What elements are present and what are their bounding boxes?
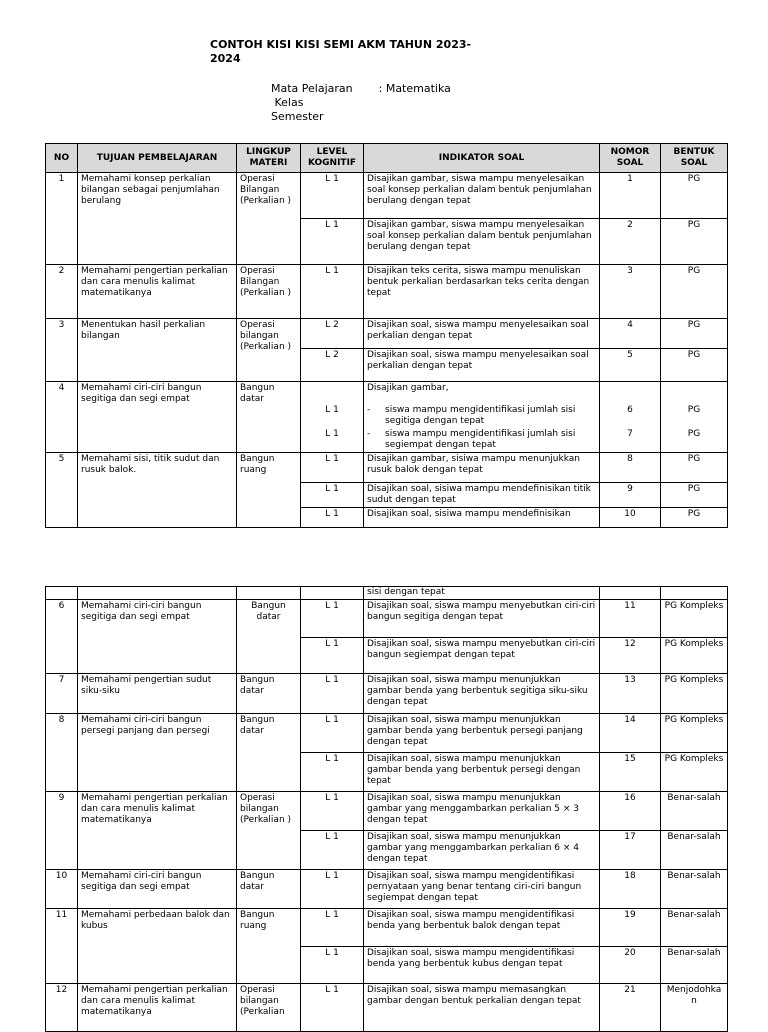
nomor-item: 7	[627, 429, 633, 439]
cell-indikator: Disajikan soal, siswa mampu menyelesaikan soal perkalian dengan tepat	[364, 319, 600, 349]
cell-level: L 1	[301, 947, 364, 984]
cell-nomor: 16	[600, 792, 661, 831]
cell-nomor: 1	[600, 173, 661, 219]
cell-bentuk: Benar-salah	[661, 870, 728, 909]
document-title: CONTOH KISI KISI SEMI AKM TAHUN 2023-2024	[210, 38, 472, 65]
cell-bentuk: PG	[661, 349, 728, 382]
cell-lingkup: Operasi bilangan (Perkalian	[237, 984, 301, 1032]
cell-level: L 1	[301, 831, 364, 870]
cell-lingkup: Operasi bilangan (Perkalian )	[237, 792, 301, 870]
bentuk-item: PG	[687, 429, 701, 439]
cell-bentuk: PG	[661, 173, 728, 219]
level-item: L 1	[325, 405, 339, 415]
meta-row-class	[271, 96, 451, 110]
cell-nomor: 19	[600, 909, 661, 947]
meta-label-semester: Semester	[271, 110, 324, 123]
cell-tujuan: Memahami perbedaan balok dan kubus	[78, 909, 237, 984]
table-header-row	[46, 144, 728, 173]
subject-meta	[271, 82, 451, 124]
cell-nomor: 8	[600, 453, 661, 483]
cell-level: L 1	[301, 792, 364, 831]
cell-nomor: 5	[600, 349, 661, 382]
cell-indikator: Disajikan soal, siswa mampu menyelesaikan soal perkalian dengan tepat	[364, 349, 600, 382]
cell-bentuk: PG Kompleks	[661, 600, 728, 638]
cell-tujuan: Memahami sisi, titik sudut dan rusuk balok.	[78, 453, 237, 528]
cell-no: 11	[46, 909, 78, 984]
header-tujuan: TUJUAN PEMBELAJARAN	[78, 144, 237, 173]
cell-level: L 1	[301, 219, 364, 265]
cell-bentuk: PG Kompleks	[661, 714, 728, 753]
cell-bentuk	[661, 382, 728, 453]
cell-nomor: 3	[600, 265, 661, 319]
cell-indikator: Disajikan soal, siswa mampu menunjukkan gambar benda yang berbentuk persegi dengan tepat	[364, 753, 600, 792]
cell-indikator: Disajikan soal, siswa mampu menyebutkan ciri-ciri bangun segiempat dengan tepat	[364, 638, 600, 674]
cell-tujuan: Memahami pengertian perkalian dan cara menulis kalimat matematikanya	[78, 984, 237, 1032]
kisi-table-page-2	[45, 586, 728, 1032]
cell-indikator	[364, 382, 600, 453]
cell-nomor: 2	[600, 219, 661, 265]
cell-level: L 1	[301, 453, 364, 483]
table-row-continuation	[46, 587, 728, 600]
header-no: NO	[46, 144, 78, 173]
meta-row-subject	[271, 82, 451, 96]
cell-level: L 1	[301, 909, 364, 947]
table-row	[46, 382, 728, 453]
cell-bentuk: PG	[661, 483, 728, 508]
cell-tujuan: Memahami ciri-ciri bangun segitiga dan segi empat	[78, 600, 237, 674]
cell-no: 7	[46, 674, 78, 714]
table-row	[46, 173, 728, 219]
cell-indikator: Disajikan gambar, siswa mampu menyelesaikan soal konsep perkalian dalam bentuk penjumlahan berulang dengan tepat	[364, 219, 600, 265]
cell-bentuk: Benar-salah	[661, 947, 728, 984]
cell-nomor: 18	[600, 870, 661, 909]
cell-no: 9	[46, 792, 78, 870]
cell-lingkup: Bangun ruang	[237, 909, 301, 984]
cell-lingkup: Bangun datar	[237, 674, 301, 714]
cell-lingkup: Bangun datar	[237, 382, 301, 453]
cell-bentuk: PG	[661, 219, 728, 265]
cell-indikator: Disajikan soal, siswa mampu menunjukkan gambar benda yang berbentuk persegi panjang dengan tepat	[364, 714, 600, 753]
cell-no: 12	[46, 984, 78, 1032]
cell-nomor: 15	[600, 753, 661, 792]
cell-lingkup: Operasi bilangan (Perkalian )	[237, 319, 301, 382]
cell-nomor: 14	[600, 714, 661, 753]
cell-bentuk: Benar-salah	[661, 831, 728, 870]
header-bentuk: BENTUK SOAL	[661, 144, 728, 173]
table-row	[46, 265, 728, 319]
list-item: - siswa mampu mengidentifikasi jumlah sisi segiempat dengan tepat	[367, 429, 596, 451]
cell-level: L 1	[301, 753, 364, 792]
table-row	[46, 984, 728, 1032]
cell-indikator: Disajikan soal, siswa mampu menyebutkan ciri-ciri bangun segitiga dengan tepat	[364, 600, 600, 638]
cell-indikator: Disajikan soal, siswa mampu menunjukkan gambar yang menggambarkan perkalian 6 × 4 dengan tepat	[364, 831, 600, 870]
cell-level: L 2	[301, 319, 364, 349]
cell-tujuan: Memahami ciri-ciri bangun persegi panjang dan persegi	[78, 714, 237, 792]
cell-indikator: Disajikan soal, sisiwa mampu mendefinisikan titik sudut dengan tepat	[364, 483, 600, 508]
list-item-text: siswa mampu mengidentifikasi jumlah sisi segiempat dengan tepat	[385, 429, 576, 450]
cell-lingkup: Operasi Bilangan (Perkalian )	[237, 265, 301, 319]
cell-nomor: 12	[600, 638, 661, 674]
cell-tujuan: Memahami ciri-ciri bangun segitiga dan segi empat	[78, 382, 237, 453]
list-item-text: siswa mampu mengidentifikasi jumlah sisi segitiga dengan tepat	[385, 405, 576, 426]
cell-no: 6	[46, 600, 78, 674]
cell-level: L 1	[301, 984, 364, 1032]
cell-tujuan: Memahami pengertian perkalian dan cara menulis kalimat matematikanya	[78, 792, 237, 870]
table-row	[46, 714, 728, 753]
kisi-table-page-1	[45, 143, 728, 528]
cell-nomor: 4	[600, 319, 661, 349]
table-row	[46, 453, 728, 483]
cell-nomor	[600, 382, 661, 453]
cell-level: L 2	[301, 349, 364, 382]
cell-level: L 1	[301, 714, 364, 753]
cell-no: 2	[46, 265, 78, 319]
table-row	[46, 674, 728, 714]
cell-level	[301, 382, 364, 453]
cell-indikator: Disajikan soal, siswa mampu mengidentifikasi pernyataan yang benar tentang ciri-ciri bangun segiempat dengan tepat	[364, 870, 600, 909]
cell-nomor: 13	[600, 674, 661, 714]
cell-indikator: Disajikan soal, siswa mampu mengidentifikasi benda yang berbentuk kubus dengan tepat	[364, 947, 600, 984]
cell-level: L 1	[301, 483, 364, 508]
cell-bentuk: Benar-salah	[661, 792, 728, 831]
table-row	[46, 319, 728, 349]
cell-tujuan: Menentukan hasil perkalian bilangan	[78, 319, 237, 382]
cell-no: 3	[46, 319, 78, 382]
cell-no: 8	[46, 714, 78, 792]
cell-nomor: 10	[600, 508, 661, 528]
header-lingkup: LINGKUP MATERI	[237, 144, 301, 173]
cell-indikator: Disajikan soal, sisiwa mampu mendefinisikan	[364, 508, 600, 528]
cell-bentuk: PG	[661, 508, 728, 528]
meta-value-subject: : Matematika	[378, 82, 451, 95]
list-item: - siswa mampu mengidentifikasi jumlah sisi segitiga dengan tepat	[367, 405, 596, 429]
meta-label-subject: Mata Pelajaran	[271, 82, 353, 95]
cell-level: L 1	[301, 173, 364, 219]
table-row	[46, 909, 728, 947]
cell-indikator: Disajikan soal, siswa mampu mengidentifikasi benda yang berbentuk balok dengan tepat	[364, 909, 600, 947]
cell-level: L 1	[301, 508, 364, 528]
cell-indikator: Disajikan gambar, sisiwa mampu menunjukkan rusuk balok dengan tepat	[364, 453, 600, 483]
cell-bentuk: Menjodohkan	[661, 984, 728, 1032]
level-item: L 1	[325, 429, 339, 439]
cell-no: 5	[46, 453, 78, 528]
cell-no: 1	[46, 173, 78, 265]
cell-tujuan: Memahami pengertian sudut siku-siku	[78, 674, 237, 714]
cell-lingkup: Bangun datar	[237, 870, 301, 909]
meta-row-semester	[271, 110, 451, 124]
cell-bentuk: PG	[661, 265, 728, 319]
cell-tujuan: Memahami pengertian perkalian dan cara menulis kalimat matematikanya	[78, 265, 237, 319]
cell-level: L 1	[301, 870, 364, 909]
bentuk-item: PG	[687, 405, 701, 415]
indikator-intro: Disajikan gambar,	[367, 383, 449, 393]
nomor-item: 6	[627, 405, 633, 415]
cell-lingkup: Bangun ruang	[237, 453, 301, 528]
cell-bentuk: PG	[661, 319, 728, 349]
cell-nomor: 11	[600, 600, 661, 638]
cell-no: 4	[46, 382, 78, 453]
cell-indikator: Disajikan soal, siswa mampu menunjukkan gambar yang menggambarkan perkalian 5 × 3 dengan tepat	[364, 792, 600, 831]
cell-indikator: Disajikan teks cerita, siswa mampu menuliskan bentuk perkalian berdasarkan teks cerita dengan tepat	[364, 265, 600, 319]
cell-indikator: Disajikan soal, siswa mampu menunjukkan gambar benda yang berbentuk segitiga siku-siku dengan tepat	[364, 674, 600, 714]
cell-bentuk: PG Kompleks	[661, 753, 728, 792]
cell-nomor: 21	[600, 984, 661, 1032]
cell-tujuan: Memahami ciri-ciri bangun segitiga dan segi empat	[78, 870, 237, 909]
table-row	[46, 792, 728, 831]
cell-indikator: Disajikan soal, siswa mampu memasangkan gambar dengan bentuk perkalian dengan tepat	[364, 984, 600, 1032]
cell-lingkup: Bangun datar	[237, 714, 301, 792]
cell-bentuk: PG Kompleks	[661, 638, 728, 674]
cell-indikator: sisi dengan tepat	[364, 587, 600, 600]
cell-no: 10	[46, 870, 78, 909]
cell-bentuk: PG	[661, 453, 728, 483]
header-indikator: INDIKATOR SOAL	[364, 144, 600, 173]
cell-tujuan: Memahami konsep perkalian bilangan sebagai penjumlahan berulang	[78, 173, 237, 265]
cell-nomor: 9	[600, 483, 661, 508]
cell-lingkup: Bangun datar	[237, 600, 301, 674]
cell-nomor: 17	[600, 831, 661, 870]
cell-bentuk: Benar-salah	[661, 909, 728, 947]
header-nomor: NOMOR SOAL	[600, 144, 661, 173]
cell-lingkup: Operasi Bilangan (Perkalian )	[237, 173, 301, 265]
cell-indikator: Disajikan gambar, siswa mampu menyelesaikan soal konsep perkalian dalam bentuk penjumlahan berulang dengan tepat	[364, 173, 600, 219]
cell-bentuk: PG Kompleks	[661, 674, 728, 714]
cell-level: L 1	[301, 674, 364, 714]
header-level: LEVEL KOGNITIF	[301, 144, 364, 173]
cell-level: L 1	[301, 600, 364, 638]
cell-level: L 1	[301, 638, 364, 674]
table-row	[46, 600, 728, 638]
cell-nomor: 20	[600, 947, 661, 984]
table-row	[46, 870, 728, 909]
meta-label-class: Kelas	[271, 96, 304, 109]
cell-level: L 1	[301, 265, 364, 319]
